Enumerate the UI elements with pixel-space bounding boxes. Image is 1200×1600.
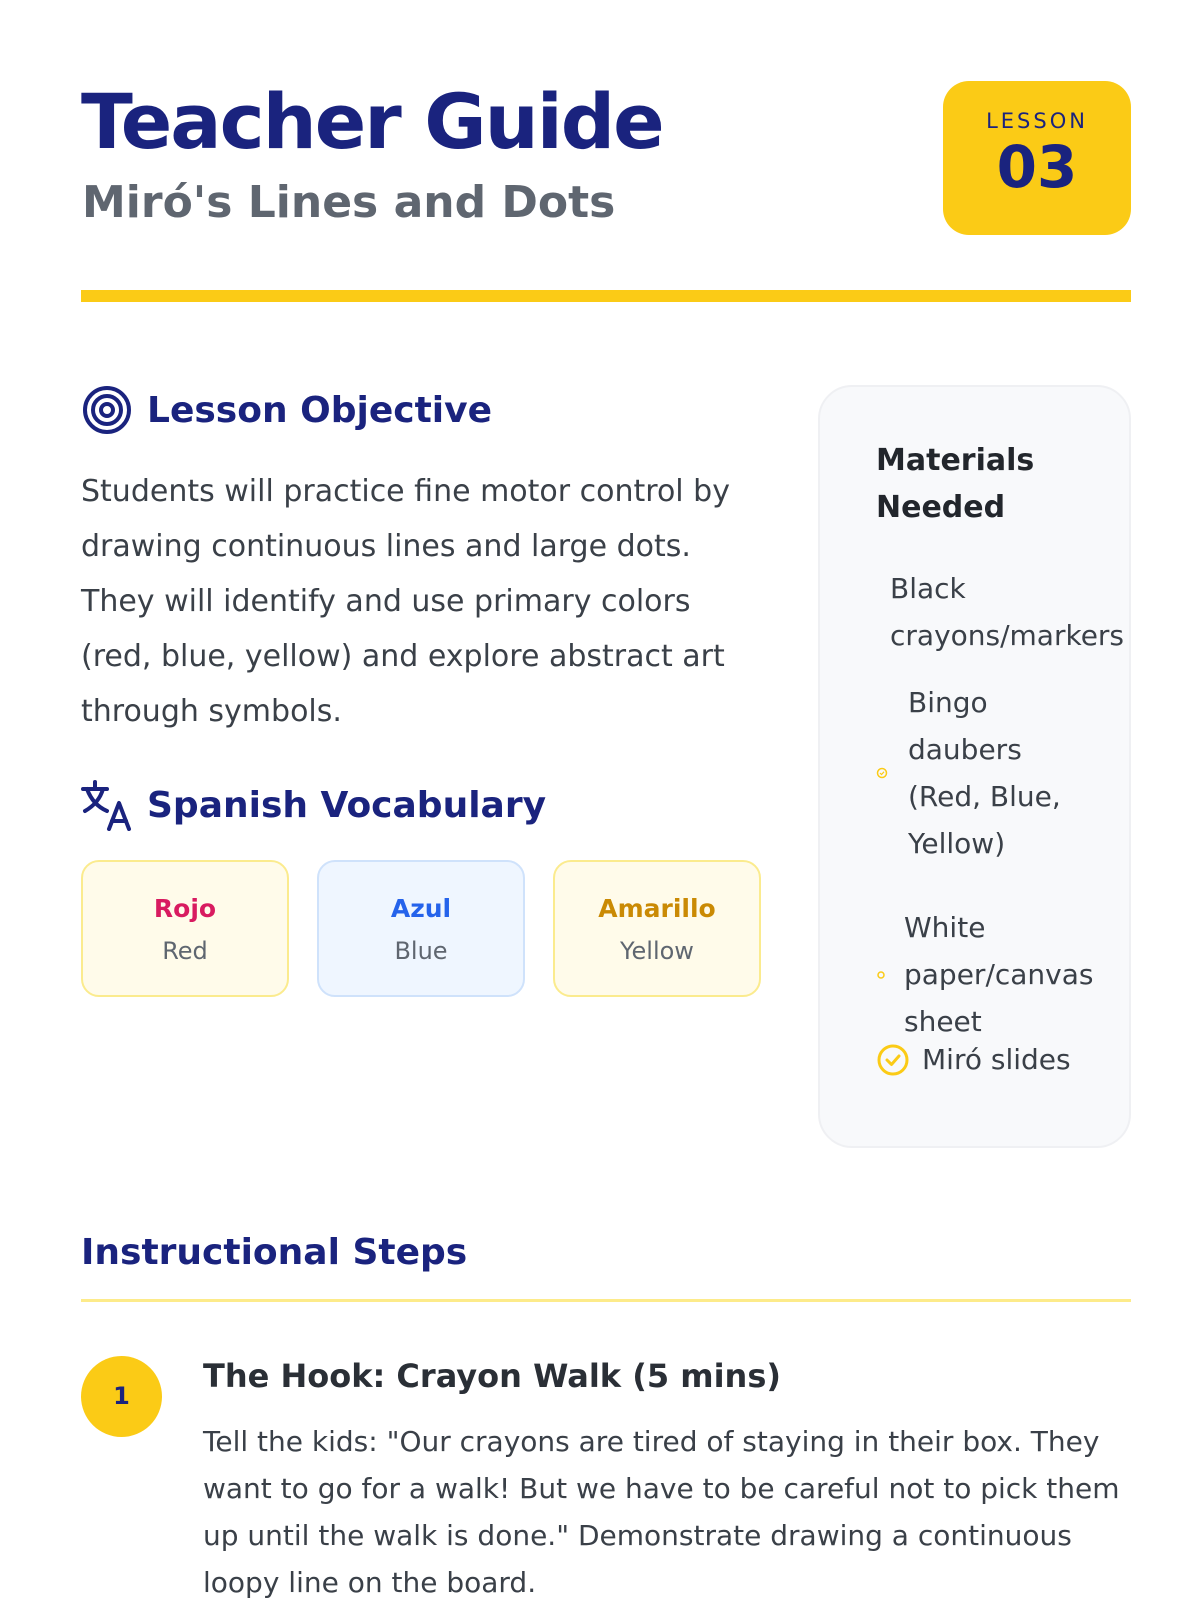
vocabulary-heading-text: Spanish Vocabulary [147, 784, 547, 826]
material-label: Bingo daubers (Red, Blue, Yellow) [908, 686, 1061, 860]
objective-text: Students will practice fine motor control by drawing continuous lines and large dots. They will identify and use primary colors (red, blue, yellow) and explore abstract art through symbols. [81, 474, 730, 729]
step-text: Tell the kids: "Our crayons are tired of staying in their box. They want to go for a walk! But we have to be careful not to pick them up until the walk is done." Demonstrate drawing a continuous loopy line on the board. [203, 1425, 1120, 1599]
small-dot-icon [876, 970, 886, 980]
material-item [876, 679, 1068, 867]
vocab-spanish: Rojo [153, 894, 217, 923]
vocab-card-blue [317, 860, 525, 997]
target-icon [81, 384, 133, 436]
steps-divider [81, 1299, 1131, 1302]
material-item [876, 904, 1104, 1045]
page-title: Teacher Guide [81, 77, 663, 166]
vocab-card-yellow [553, 860, 761, 997]
material-item [876, 1036, 1132, 1083]
small-circle-check-icon [876, 767, 888, 779]
header-divider [81, 290, 1131, 302]
page-subtitle: Miró's Lines and Dots [82, 177, 616, 228]
vocabulary-heading [81, 779, 546, 831]
steps-heading: Instructional Steps [81, 1232, 468, 1273]
objective-heading-text: Lesson Objective [147, 389, 493, 431]
material-item [890, 565, 1125, 659]
translate-icon [81, 779, 133, 831]
material-label: White paper/canvas sheet [904, 911, 1094, 1038]
vocab-english: Blue [394, 937, 448, 965]
lesson-number: 03 [996, 133, 1078, 201]
vocab-card-red [81, 860, 289, 997]
vocabulary-cards [81, 860, 761, 997]
material-label: Black crayons/markers [890, 572, 1125, 652]
vocab-spanish: Amarillo [598, 894, 716, 923]
circle-check-icon [876, 1043, 910, 1077]
vocab-english: Red [162, 937, 208, 965]
vocab-spanish: Azul [390, 894, 452, 923]
step-number-badge: 1 [81, 1356, 162, 1437]
lesson-badge [943, 81, 1131, 235]
lesson-label: LESSON [986, 109, 1088, 133]
objective-heading [81, 384, 492, 436]
step-title: The Hook: Crayon Walk (5 mins) [203, 1357, 781, 1395]
materials-heading: Materials Needed [876, 443, 1035, 525]
materials-panel [818, 385, 1131, 1148]
material-label: Miró slides [922, 1043, 1071, 1076]
vocab-english: Yellow [620, 937, 694, 965]
